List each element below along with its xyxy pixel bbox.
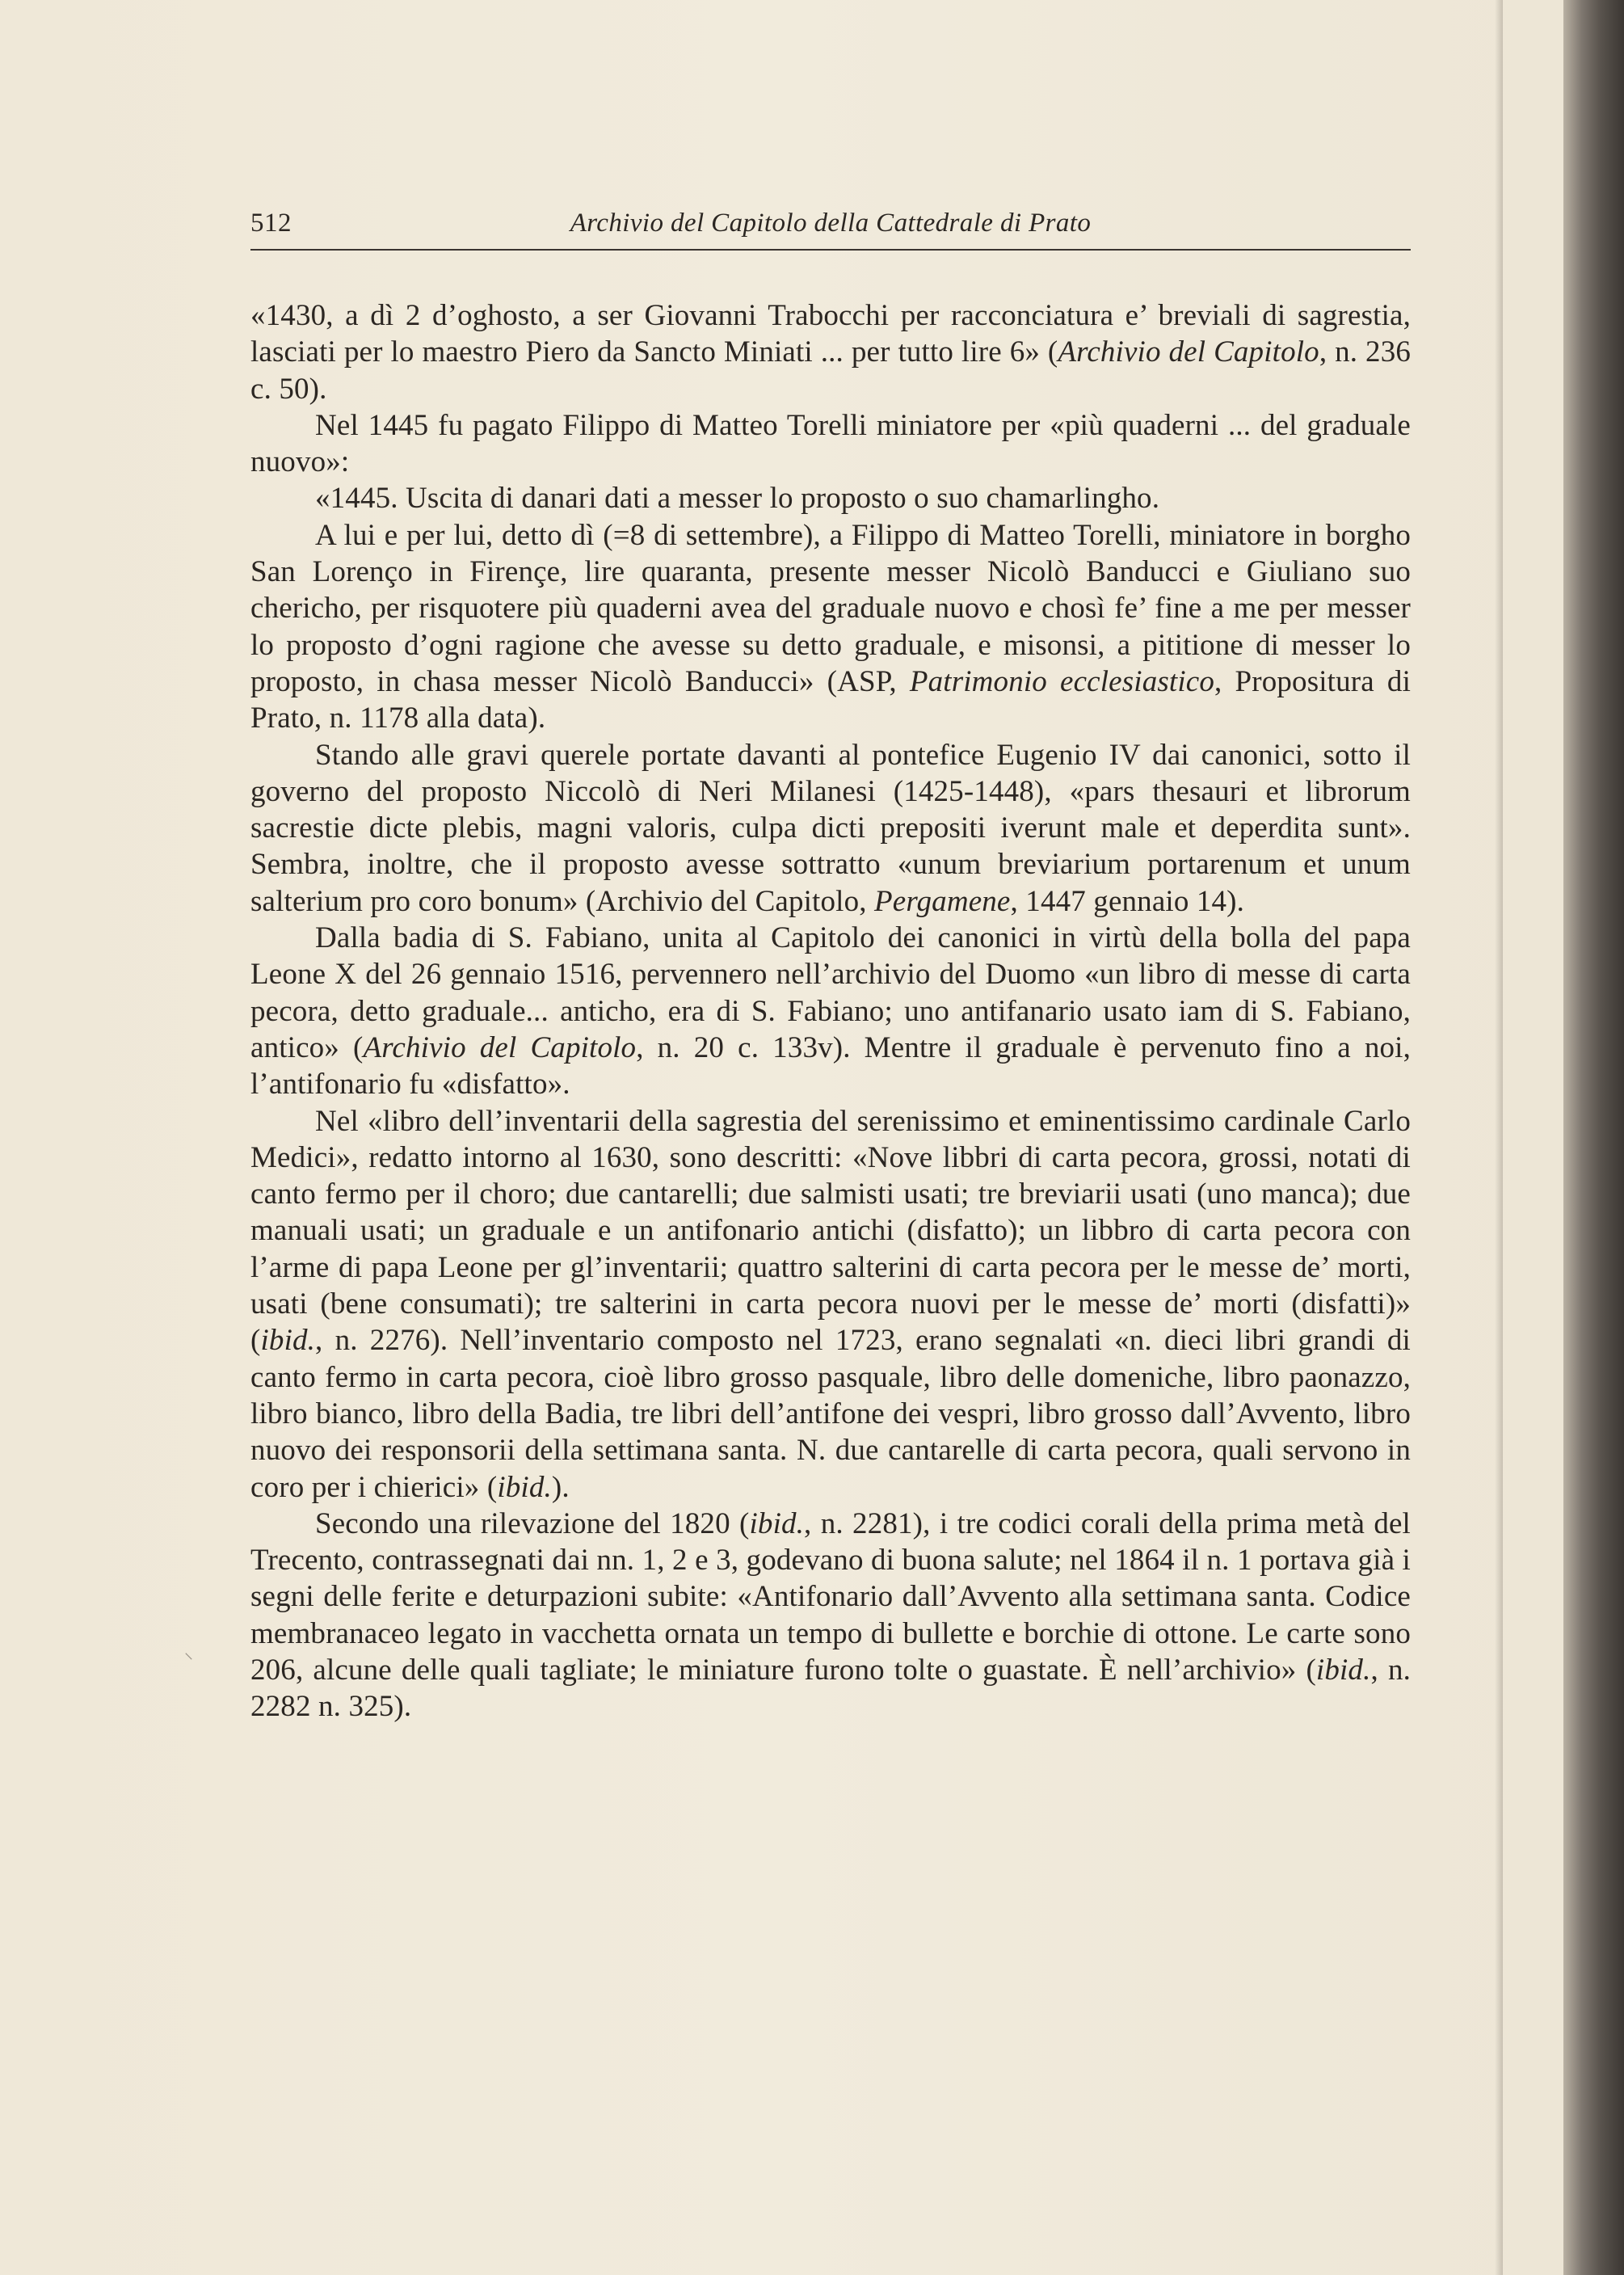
paragraph-text: , n. 236 c. 50). xyxy=(250,335,1412,406)
paragraph-text: Dalla badia di S. Fabiano, unita al Capitolo dei canonici in virtù della bolla del papa Leone X del 26 gennaio 1516, pervennero nell’archivio del Duomo «un libro di messe di carta pecora, detto graduale... anticho, era di S. Fabiano; uno antifanario usato iam di S. Fabiano, antico» ( xyxy=(250,921,1411,1064)
paragraph-text: A lui e per lui, detto dì (=8 di settembre), a Filippo di Matteo Torelli, miniatore in borgho San Lorenço in Firençe, lire quaranta, presente messer Nicolò Banducci e Giuliano suo chericho, per risquotere più quaderni avea del graduale nuovo e chosì fe’ fine a me per messer lo proposto d’ogni ragione che avesse su detto graduale, e misonsi, a pititione di messer lo proposto, in chasa messer Nicolò Banducci» (ASP, xyxy=(250,518,1411,698)
italic-citation: ibid. xyxy=(497,1470,552,1504)
page-gutter-shadow xyxy=(1495,0,1503,2275)
paragraph-text: , Propositura di Prato, n. 1178 alla data). xyxy=(250,664,1411,735)
paragraph-text: , n. 2281), i tre codici corali della prima metà del Trecento, contrassegnati dai nn. 1, 2 e 3, godevano di buona salute; nel 1864 il n. 1 portava già i segni delle ferite e deturpazioni subite: «Antifonario dall’Avvento alla settimana santa. Codice membranaceo legato in vacchetta ornata un tempo di bullette e borchie di ottone. Le carte sono 206, alcune delle quali tagliate; le miniature furono tolte o guastate. È nell’archivio» ( xyxy=(250,1506,1411,1687)
paragraph-text: , n. 20 c. 133v). Mentre il graduale è pervenuto fino a noi, l’antifonario fu «disfatto». xyxy=(250,1030,1412,1102)
paragraph xyxy=(250,517,1411,737)
paragraph xyxy=(250,1103,1411,1506)
paragraph-text: , n. 2276). Nell’inventario composto nel 1723, erano segnalati «n. dieci libri grandi di canto fermo in carta pecora, cioè libro grosso pasquale, libro delle domeniche, libro paonazzo, libro bianco, libro della Badia, tre libri dell’antifone dei vespri, libro grosso dall’Avvento, libro nuovo dei responsorii della settimana santa. N. due cantarelle di carta pecora, quali servono in coro per i chierici» ( xyxy=(250,1324,1411,1504)
paragraph-text: Stando alle gravi querele portate davanti al pontefice Eugenio IV dai canonici, sotto il governo del proposto Niccolò di Neri Milanesi (1425-1448), «pars thesauri et librorum sacrestie dicte plebis, magni valoris, culpa dicti prepositi iverunt male et deperdita sunt». Sembra, inoltre, che il proposto avesse sottratto «unum breviarium portarenum et unum salterium pro coro bonum» (Archivio del Capitolo, xyxy=(250,738,1411,918)
paragraph-text: , n. 2282 n. 325). xyxy=(250,1653,1411,1724)
paragraph xyxy=(250,480,1411,516)
paragraph-text: Secondo una rilevazione del 1820 ( xyxy=(315,1506,750,1540)
paragraph xyxy=(250,297,1411,407)
italic-citation: ibid. xyxy=(260,1324,316,1358)
running-head xyxy=(250,209,1411,251)
italic-citation: Archivio del Capitolo xyxy=(1058,335,1319,369)
paragraph-text: «1430, a dì 2 d’oghosto, a ser Giovanni Trabocchi per racconciatura e’ breviali di sagrestia, lasciati per lo maestro Piero da Sancto Miniati ... per tutto lire 6» ( xyxy=(250,299,1411,369)
italic-citation: Archivio del Capitolo xyxy=(363,1030,637,1064)
book-spine xyxy=(1563,0,1624,2275)
paragraph-text: Nel «libro dell’inventarii della sagrestia del serenissimo et eminentissimo cardinale Carlo Medici», redatto intorno al 1630, sono descritti: «Nove libbri di carta pecora, grossi, notati di canto fermo per il choro; due cantarelli; due salmisti usati; tre breviarii usati (uno manca); due manuali usati; un graduale e un antifonario antichi (disfatto); un libbro di carta pecora con l’arme di papa Leone per gl’inventarii; quattro salterini di carta pecora per le messe de’ morti, usati (bene consumati); tre salterini in carta pecora nuovi per le messe de’ morti (disfatti)» ( xyxy=(250,1104,1411,1358)
paragraph xyxy=(250,1506,1411,1725)
paragraph-text: , 1447 gennaio 14). xyxy=(1010,884,1245,918)
italic-citation: ibid. xyxy=(1315,1653,1371,1687)
paragraph xyxy=(250,737,1411,920)
page-number: 512 xyxy=(250,209,292,238)
paragraph-text: Nel 1445 fu pagato Filippo di Matteo Torelli miniatore per «più quaderni ... del graduale nuovo»: xyxy=(250,408,1411,479)
paragraph xyxy=(250,920,1411,1102)
paragraph xyxy=(250,407,1411,481)
body-text xyxy=(250,297,1411,1725)
paragraph-text: ). xyxy=(551,1470,570,1504)
margin-mark: ⸌ xyxy=(184,1649,194,1670)
italic-citation: ibid. xyxy=(749,1506,805,1540)
italic-citation: Pergamene xyxy=(874,884,1011,918)
italic-citation: Patrimonio ecclesiastico xyxy=(909,664,1215,698)
paragraph-text: «1445. Uscita di danari dati a messer lo proposto o suo chamarlingho. xyxy=(315,482,1160,516)
running-title: Archivio del Capitolo della Cattedrale di Prato xyxy=(570,209,1092,238)
